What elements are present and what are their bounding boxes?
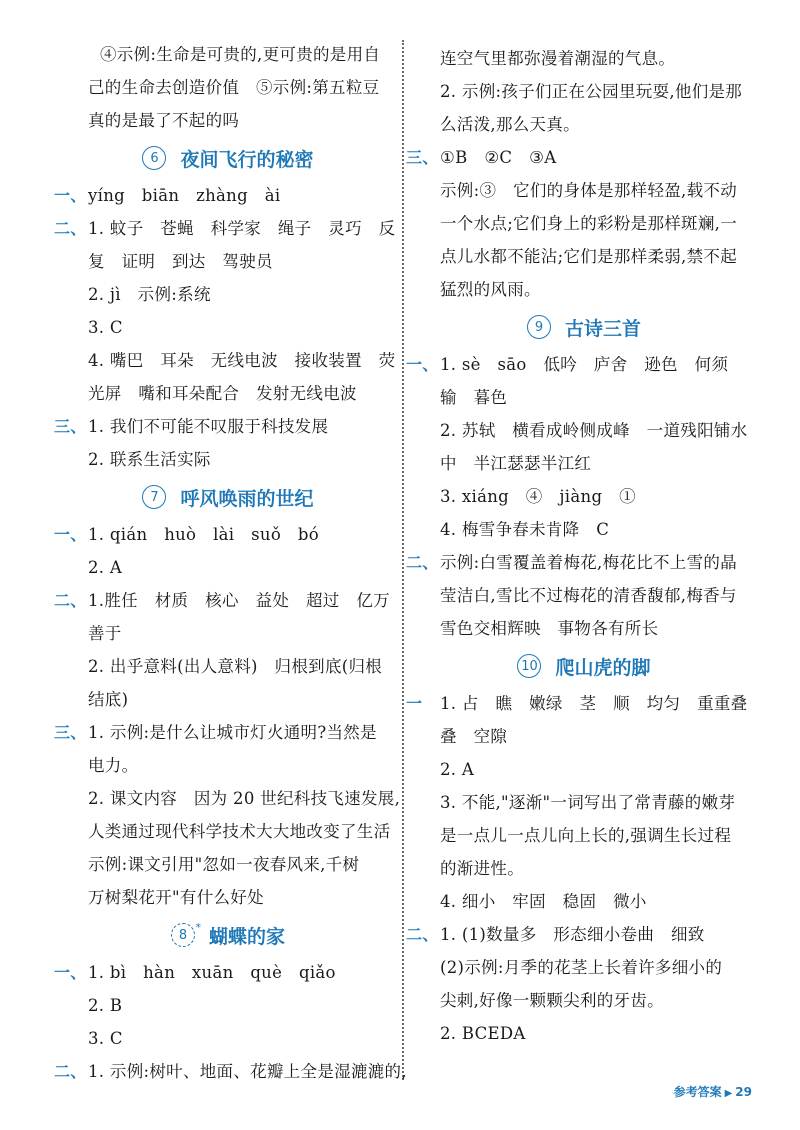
page-number: 29 xyxy=(735,1085,752,1099)
answer-line: 二、 示例:白雪覆盖着梅花,梅花比不上雪的晶 xyxy=(414,546,754,579)
section-title: 古诗三首 xyxy=(564,317,641,340)
answer-line: 二、 1.胜任 材质 核心 益处 超过 亿万 xyxy=(62,584,394,617)
answer-line: 2. A xyxy=(88,558,123,577)
section-number: 7 xyxy=(142,485,166,509)
answer-line: 结底) xyxy=(88,690,129,709)
part-marker: 一 xyxy=(406,694,423,713)
answer-line: 2. 联系生活实际 xyxy=(88,450,211,469)
part-marker: 二、 xyxy=(406,925,439,944)
answer-line: 三、 1. 示例:是什么让城市灯火通明?当然是 xyxy=(62,716,394,749)
answer-line: 2. B xyxy=(88,996,123,1015)
answer-line: 二、 1. (1)数量多 形态细小卷曲 细致 xyxy=(414,918,754,951)
text-line: 连空气里都弥漫着潮湿的气息。 xyxy=(440,49,676,68)
answer-line: 二、 1. 示例:树叶、地面、花瓣上全是湿漉漉的, xyxy=(62,1055,394,1088)
answer-line: 3. 不能,"逐渐"一词写出了常青藤的嫩芽 xyxy=(440,793,736,812)
part-marker: 三、 xyxy=(406,148,439,167)
answer-line: 3. C xyxy=(88,1029,123,1048)
answer-line: 尖刺,好像一颗颗尖利的牙齿。 xyxy=(440,991,664,1010)
answer-line: 莹洁白,雪比不过梅花的清香馥郁,梅香与 xyxy=(440,586,737,605)
section-title: 蝴蝶的家 xyxy=(208,925,285,948)
section-heading-8 xyxy=(62,915,394,955)
page-footer xyxy=(674,1083,752,1100)
answer-line: 一、 1. sè sāo 低吟 庐舍 逊色 何须 xyxy=(414,348,754,381)
answer-line: 一、 yíng biān zhàng ài xyxy=(62,179,394,212)
part-marker: 三、 xyxy=(54,417,87,436)
answer-line: 示例:课文引用"忽如一夜春风来,千树 xyxy=(88,855,360,874)
answer-line: 2. BCEDA xyxy=(440,1024,526,1043)
text-line: ④示例:生命是可贵的,更可贵的是用自 xyxy=(100,45,381,64)
section-title: 夜间飞行的秘密 xyxy=(180,148,314,171)
part-marker: 二、 xyxy=(54,1062,87,1081)
answer-line: 雪色交相辉映 事物各有所长 xyxy=(440,619,659,638)
section-heading-10 xyxy=(414,646,754,686)
answer-line: 一、 1. bì hàn xuān què qiǎo xyxy=(62,956,394,989)
part-marker: 一、 xyxy=(54,963,87,982)
answer-line: 是一点儿一点儿向上长的,强调生长过程 xyxy=(440,826,732,845)
part-marker: 一、 xyxy=(54,186,87,205)
answer-line: 2. 课文内容 因为 20 世纪科技飞速发展, xyxy=(88,789,401,808)
part-marker: 三、 xyxy=(54,723,87,742)
answer-line: 3. xiáng ④ jiàng ① xyxy=(440,487,636,506)
part-marker: 二、 xyxy=(54,591,87,610)
part-marker: 一、 xyxy=(406,355,439,374)
part-marker: 一、 xyxy=(54,525,87,544)
answer-line: 输 暮色 xyxy=(440,388,508,407)
answer-line: 人类通过现代科学技术大大地改变了生活 xyxy=(88,822,391,841)
chevron-right-icon: ▶ xyxy=(724,1088,733,1099)
text-line: 真的是最了不起的吗 xyxy=(88,111,240,130)
answer-line: 复 证明 到达 驾驶员 xyxy=(88,252,273,271)
answer-line: 2. A xyxy=(440,760,475,779)
column-divider xyxy=(402,40,404,1080)
answer-line: 3. C xyxy=(88,318,123,337)
answer-line: 三、 1. 我们不可能不叹服于科技发展 xyxy=(62,410,394,443)
answer-line: 4. 嘴巴 耳朵 无线电波 接收装置 荧 xyxy=(88,351,396,370)
section-number: 9 xyxy=(527,315,551,339)
answer-line: 猛烈的风雨。 xyxy=(440,280,541,299)
part-marker: 二、 xyxy=(54,219,87,238)
answer-line: 中 半江瑟瑟半江红 xyxy=(440,454,592,473)
answer-line: 一 1. 占 瞧 嫩绿 茎 顺 均匀 重重叠 xyxy=(414,687,754,720)
right-column xyxy=(406,42,754,1050)
section-number: 8 * xyxy=(171,923,195,947)
answer-line: 4. 细小 牢固 稳固 微小 xyxy=(440,892,647,911)
answer-line: 点儿水都不能沾;它们是那样柔弱,禁不起 xyxy=(440,247,738,266)
answer-line: 2. 苏轼 横看成岭侧成峰 一道残阳铺水 xyxy=(440,421,748,440)
answer-line: 二、 1. 蚊子 苍蝇 科学家 绳子 灵巧 反 xyxy=(62,212,394,245)
section-number: 6 xyxy=(142,146,166,170)
answer-line: 叠 空隙 xyxy=(440,727,508,746)
answer-line: 一、 1. qián huò lài suǒ bó xyxy=(62,518,394,551)
text-line: 么活泼,那么天真。 xyxy=(440,115,580,134)
section-title: 爬山虎的脚 xyxy=(555,656,651,679)
answer-line: (2)示例:月季的花茎上长着许多细小的 xyxy=(440,958,723,977)
footer-label: 参考答案 xyxy=(673,1085,722,1099)
answer-line: 光屏 嘴和耳朵配合 发射无线电波 xyxy=(88,384,357,403)
answer-line: 善于 xyxy=(88,624,122,643)
text-line: 2. 示例:孩子们正在公园里玩耍,他们是那 xyxy=(440,82,743,101)
section-title: 呼风唤雨的世纪 xyxy=(180,487,314,510)
part-marker: 二、 xyxy=(406,553,439,572)
answer-line: 2. 出乎意料(出人意料) 归根到底(归根 xyxy=(88,657,383,676)
answer-line: 2. jì 示例:系统 xyxy=(88,285,211,304)
section-heading-9 xyxy=(414,307,754,347)
section-heading-6 xyxy=(62,138,394,178)
answer-line: 电力。 xyxy=(88,756,139,775)
answer-line: 一个水点;它们身上的彩粉是那样斑斓,一 xyxy=(440,214,738,233)
answer-line: 示例:③ 它们的身体是那样轻盈,载不动 xyxy=(440,181,738,200)
left-column xyxy=(54,38,407,1088)
section-number: 10 xyxy=(517,654,541,678)
answer-line: 的渐进性。 xyxy=(440,859,524,878)
answer-line: 三、 ①B ②C ③A xyxy=(414,141,754,174)
answer-line: 万树梨花开"有什么好处 xyxy=(88,888,264,907)
section-heading-7 xyxy=(62,477,394,517)
text-line: 己的生命去创造价值 ⑤示例:第五粒豆 xyxy=(88,78,380,97)
answer-line: 4. 梅雪争春未肯降 C xyxy=(440,520,610,539)
